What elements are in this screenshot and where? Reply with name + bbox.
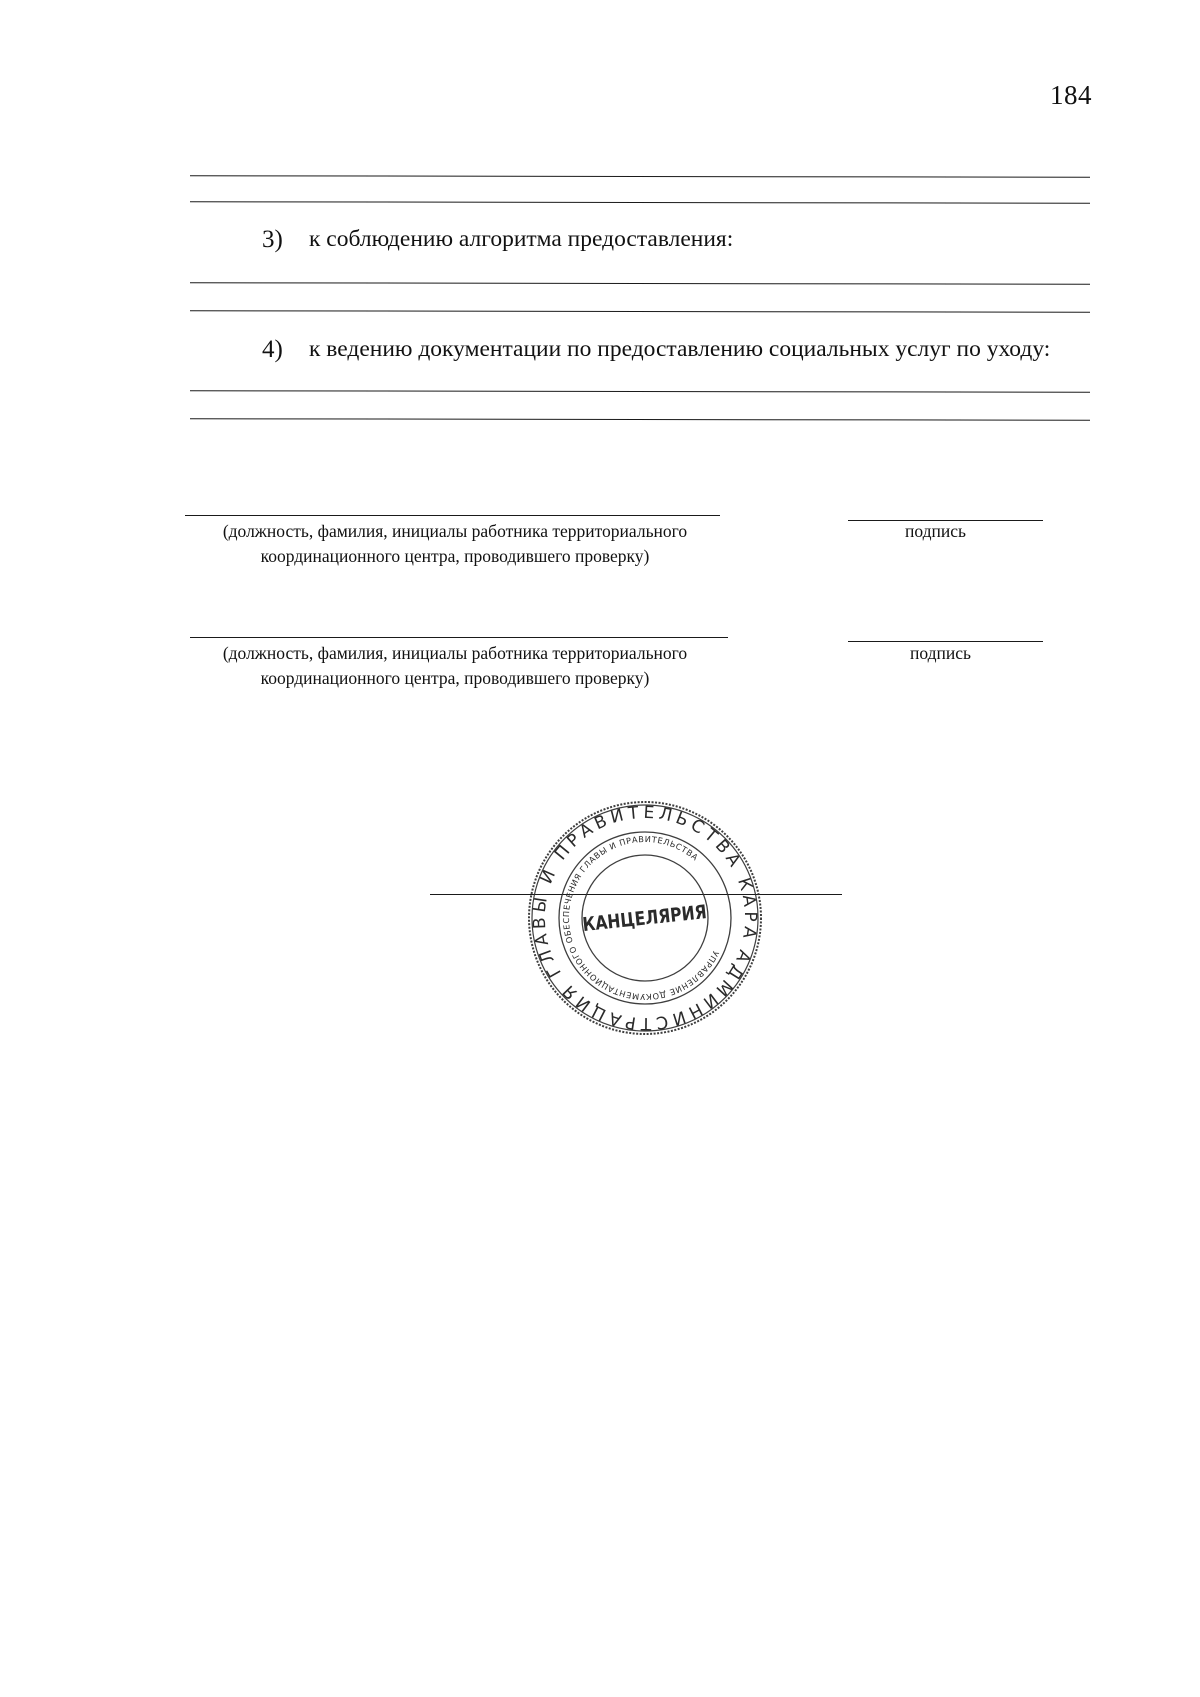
signature-caption: подпись <box>905 521 966 541</box>
blank-line <box>190 390 1090 393</box>
signature-caption: подпись <box>910 643 971 663</box>
name-line <box>185 515 720 516</box>
blank-line <box>190 418 1090 421</box>
caption-line: координационного центра, проводившего проверку) <box>260 668 650 688</box>
blank-line <box>190 310 1090 313</box>
official-stamp <box>525 798 765 1038</box>
name-caption <box>185 519 725 569</box>
stamp-outer-text: АДМИНИСТРАЦИЯ ГЛАВЫ И ПРАВИТЕЛЬСТВА КАРАЧАЕВО-ЧЕРКЕССКОЙ <box>529 802 761 1034</box>
item-text: к ведению документации по предоставлению социальных услуг по уходу: <box>309 336 1051 362</box>
item-number: 3) <box>262 226 283 253</box>
item-number: 4) <box>262 336 283 363</box>
stamp-inner-text: УПРАВЛЕНИЕ ДОКУМЕНТАЦИОННОГО ОБЕСПЕЧЕНИЯ ГЛАВЫ И ПРАВИТЕЛЬСТВА <box>560 833 722 1003</box>
stamp-center-text: КАНЦЕЛЯРИЯ <box>581 901 708 937</box>
caption-line: (должность, фамилия, инициалы работника территориального <box>222 521 688 541</box>
blank-line <box>190 175 1090 178</box>
blank-line <box>190 201 1090 204</box>
blank-line <box>190 282 1090 285</box>
name-line <box>190 637 728 638</box>
caption-line: координационного центра, проводившего проверку) <box>260 546 650 566</box>
caption-line: (должность, фамилия, инициалы работника территориального <box>222 643 688 663</box>
signature-line <box>848 641 1043 642</box>
name-caption <box>185 641 725 691</box>
page-number: 184 <box>1050 80 1092 110</box>
item-text: к соблюдению алгоритма предоставления: <box>309 226 734 252</box>
